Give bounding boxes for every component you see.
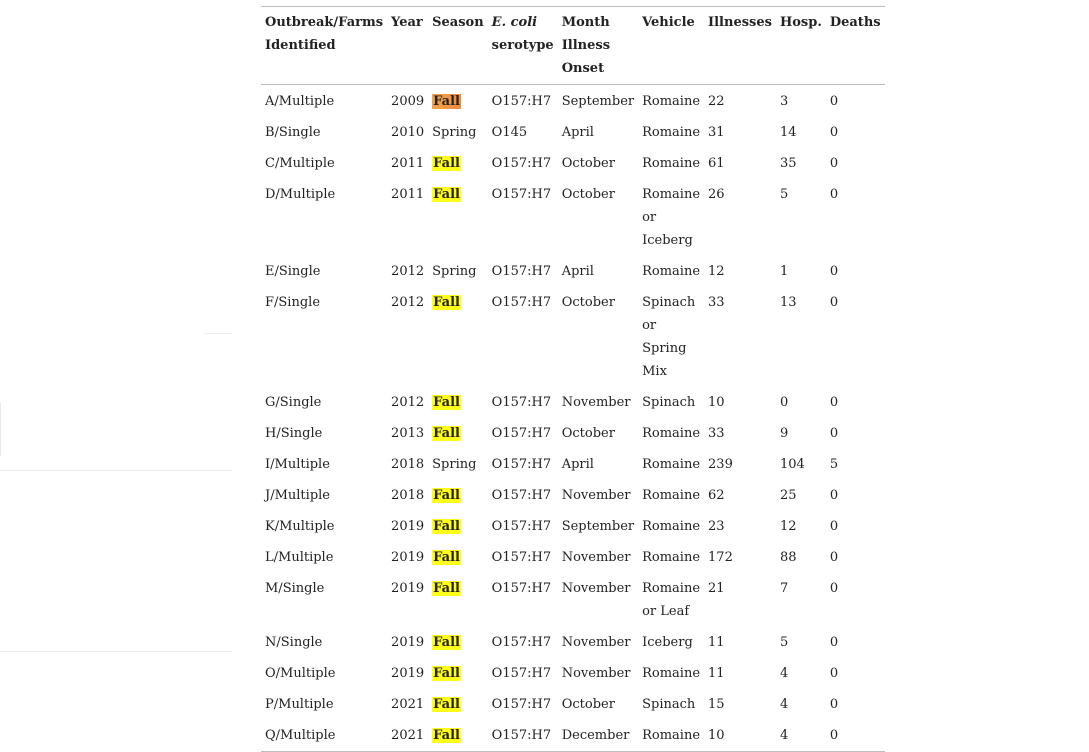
cell-outbreak: F/Single bbox=[265, 295, 321, 310]
cell-season bbox=[428, 179, 488, 256]
cell-hosp: 5 bbox=[779, 635, 789, 650]
season-fall-highlight: Fall bbox=[433, 550, 460, 565]
cell-year: 2012 bbox=[391, 395, 425, 410]
table-row bbox=[261, 117, 885, 148]
cell-outbreak: Q/Multiple bbox=[261, 720, 387, 752]
cell-deaths: 0 bbox=[829, 156, 839, 171]
cell-year: 2019 bbox=[391, 635, 425, 650]
cell-vehicle: Romaine bbox=[642, 666, 701, 681]
cell-hosp: 25 bbox=[779, 488, 797, 503]
cell-year: 2021 bbox=[387, 720, 428, 752]
cell-serotype: O157:H7 bbox=[491, 666, 552, 681]
cell-month: November bbox=[561, 488, 631, 503]
cell-hosp: 4 bbox=[779, 697, 789, 712]
cell-hosp: 4 bbox=[776, 720, 826, 752]
cell-outbreak: L/Multiple bbox=[265, 550, 334, 565]
cell-serotype: O157:H7 bbox=[491, 94, 552, 109]
cell-illnesses: 12 bbox=[708, 264, 725, 279]
cell-year: 2019 bbox=[391, 666, 425, 681]
cell-serotype: O157:H7 bbox=[491, 488, 552, 503]
cell-illnesses: 33 bbox=[708, 295, 725, 310]
header-serotype-rest: serotype bbox=[491, 38, 554, 53]
cell-outbreak: A/Multiple bbox=[265, 94, 335, 109]
cell-season bbox=[428, 511, 488, 542]
table-row bbox=[261, 85, 885, 118]
cell-hosp: 0 bbox=[779, 395, 789, 410]
table-row bbox=[261, 480, 885, 511]
cell-vehicle: Romaine bbox=[642, 264, 701, 279]
cell-deaths: 0 bbox=[829, 635, 839, 650]
cell-month: October bbox=[561, 295, 615, 310]
cell-year: 2018 bbox=[391, 488, 425, 503]
cell-serotype: O145 bbox=[491, 125, 528, 140]
cell-hosp: 14 bbox=[779, 125, 797, 140]
cell-illnesses: 61 bbox=[708, 156, 725, 171]
cell-vehicle: Romaine bbox=[642, 457, 701, 472]
season-fall-highlight: Fall bbox=[433, 581, 460, 596]
cell-illnesses: 23 bbox=[708, 519, 725, 534]
header-hosp: Hosp. bbox=[776, 7, 826, 85]
season-fall-highlight: Fall bbox=[433, 395, 460, 410]
cell-deaths: 5 bbox=[829, 457, 839, 472]
cell-season bbox=[428, 85, 488, 118]
season-fall-highlight: Fall bbox=[433, 728, 460, 743]
cell-outbreak: J/Multiple bbox=[265, 488, 330, 503]
cell-season bbox=[428, 387, 488, 418]
header-serotype bbox=[488, 7, 558, 85]
cell-vehicle: Romaine or Iceberg bbox=[642, 187, 701, 248]
cell-illnesses: 22 bbox=[708, 94, 725, 109]
cell-illnesses: 26 bbox=[708, 187, 725, 202]
cell-illnesses: 239 bbox=[708, 457, 733, 472]
table-row bbox=[261, 573, 885, 627]
cell-serotype: O157:H7 bbox=[491, 156, 552, 171]
cell-year: 2011 bbox=[391, 156, 425, 171]
season-fall-highlight: Fall bbox=[433, 635, 460, 650]
header-deaths: Deaths bbox=[826, 7, 885, 85]
season-fall-highlight: Fall bbox=[433, 666, 460, 681]
header-outbreak: Outbreak/Farms Identified bbox=[261, 7, 387, 85]
cell-outbreak: G/Single bbox=[265, 395, 322, 410]
cell-month: October bbox=[561, 187, 615, 202]
table-row bbox=[261, 658, 885, 689]
cell-outbreak: C/Multiple bbox=[265, 156, 335, 171]
left-vertical-divider bbox=[0, 402, 1, 456]
cell-illnesses: 172 bbox=[708, 550, 733, 565]
cell-season bbox=[428, 418, 488, 449]
cell-outbreak: O/Multiple bbox=[265, 666, 336, 681]
cell-month: December bbox=[558, 720, 638, 752]
cell-illnesses: 21 bbox=[708, 581, 725, 596]
cell-year: 2012 bbox=[391, 264, 425, 279]
cell-hosp: 7 bbox=[779, 581, 789, 596]
cell-vehicle: Spinach or Spring Mix bbox=[642, 295, 696, 379]
table-row bbox=[261, 449, 885, 480]
table-row bbox=[261, 179, 885, 256]
cell-illnesses: 10 bbox=[704, 720, 776, 752]
cell-vehicle: Romaine bbox=[642, 426, 701, 441]
cell-month: April bbox=[561, 264, 594, 279]
cell-deaths: 0 bbox=[829, 488, 839, 503]
cell-illnesses: 62 bbox=[708, 488, 725, 503]
cell-outbreak: B/Single bbox=[265, 125, 321, 140]
season-fall-highlight: Fall bbox=[433, 156, 460, 171]
cell-vehicle: Romaine bbox=[638, 720, 704, 752]
cell-hosp: 3 bbox=[779, 94, 789, 109]
cell-season bbox=[428, 449, 488, 480]
cell-hosp: 5 bbox=[779, 187, 789, 202]
cell-serotype: O157:H7 bbox=[491, 635, 552, 650]
cell-serotype: O157:H7 bbox=[491, 426, 552, 441]
cell-hosp: 35 bbox=[779, 156, 797, 171]
cell-year: 2012 bbox=[391, 295, 425, 310]
cell-illnesses: 33 bbox=[708, 426, 725, 441]
cell-hosp: 13 bbox=[779, 295, 797, 310]
cell-season bbox=[428, 573, 488, 627]
cell-season bbox=[428, 689, 488, 720]
cell-month: November bbox=[561, 550, 631, 565]
cell-outbreak: K/Multiple bbox=[265, 519, 335, 534]
header-month: Month Illness Onset bbox=[558, 7, 638, 85]
cell-deaths: 0 bbox=[829, 295, 839, 310]
cell-vehicle: Romaine bbox=[642, 519, 701, 534]
cell-year: 2019 bbox=[391, 550, 425, 565]
cell-month: April bbox=[561, 457, 594, 472]
header-vehicle: Vehicle bbox=[638, 7, 704, 85]
cell-deaths: 0 bbox=[829, 666, 839, 681]
cell-serotype: O157:H7 bbox=[491, 550, 552, 565]
cell-illnesses: 10 bbox=[708, 395, 725, 410]
cell-deaths: 0 bbox=[829, 581, 839, 596]
cell-vehicle: Romaine bbox=[642, 488, 701, 503]
cell-season bbox=[428, 287, 488, 387]
table-row bbox=[261, 720, 885, 752]
season-fall-highlight: Fall bbox=[433, 187, 460, 202]
cell-month: November bbox=[561, 581, 631, 596]
cell-vehicle: Spinach bbox=[642, 697, 696, 712]
cell-season bbox=[428, 658, 488, 689]
cell-serotype: O157:H7 bbox=[491, 187, 552, 202]
cell-deaths: 0 bbox=[829, 519, 839, 534]
cell-month: November bbox=[561, 395, 631, 410]
cell-season bbox=[428, 542, 488, 573]
cell-hosp: 4 bbox=[779, 666, 789, 681]
cell-vehicle: Romaine bbox=[642, 156, 701, 171]
header-season: Season bbox=[428, 7, 488, 85]
cell-vehicle: Romaine bbox=[642, 94, 701, 109]
cell-month: October bbox=[561, 697, 615, 712]
cell-outbreak: H/Single bbox=[265, 426, 323, 441]
cell-outbreak: I/Multiple bbox=[265, 457, 330, 472]
cell-serotype: O157:H7 bbox=[491, 457, 552, 472]
cell-month: October bbox=[561, 426, 615, 441]
cell-deaths: 0 bbox=[829, 697, 839, 712]
table-body bbox=[261, 85, 885, 752]
cell-outbreak: M/Single bbox=[265, 581, 325, 596]
cell-deaths: 0 bbox=[829, 426, 839, 441]
left-divider bbox=[0, 470, 232, 471]
cell-deaths: 0 bbox=[829, 550, 839, 565]
cell-hosp: 1 bbox=[779, 264, 789, 279]
cell-serotype: O157:H7 bbox=[491, 519, 552, 534]
cell-illnesses: 15 bbox=[708, 697, 725, 712]
cell-season bbox=[428, 627, 488, 658]
cell-month: October bbox=[561, 156, 615, 171]
cell-serotype: O157:H7 bbox=[491, 264, 552, 279]
table-row bbox=[261, 418, 885, 449]
table-row bbox=[261, 689, 885, 720]
cell-year: 2011 bbox=[391, 187, 425, 202]
cell-vehicle: Romaine bbox=[642, 550, 701, 565]
cell-outbreak: E/Single bbox=[265, 264, 321, 279]
season-fall-highlight: Fall bbox=[433, 295, 460, 310]
cell-serotype: O157:H7 bbox=[491, 581, 552, 596]
cell-year: 2019 bbox=[391, 519, 425, 534]
cell-illnesses: 11 bbox=[708, 635, 725, 650]
cell-outbreak: N/Single bbox=[265, 635, 323, 650]
cell-serotype: O157:H7 bbox=[491, 295, 552, 310]
cell-deaths: 0 bbox=[826, 720, 885, 752]
left-divider-short bbox=[205, 333, 232, 334]
header-year: Year bbox=[387, 7, 428, 85]
cell-month: November bbox=[561, 666, 631, 681]
cell-hosp: 9 bbox=[779, 426, 789, 441]
season-label: Spring bbox=[432, 125, 477, 140]
table-row bbox=[261, 148, 885, 179]
cell-year: 2019 bbox=[391, 581, 425, 596]
cell-vehicle: Spinach bbox=[642, 395, 696, 410]
cell-illnesses: 11 bbox=[708, 666, 725, 681]
cell-hosp: 12 bbox=[779, 519, 797, 534]
season-fall-highlight: Fall bbox=[433, 697, 460, 712]
season-fall-highlight: Fall bbox=[433, 519, 460, 534]
cell-outbreak: D/Multiple bbox=[265, 187, 336, 202]
cell-year: 2018 bbox=[391, 457, 425, 472]
cell-year: 2021 bbox=[391, 697, 425, 712]
cell-serotype: O157:H7 bbox=[491, 697, 552, 712]
cell-year: 2010 bbox=[391, 125, 425, 140]
table-row bbox=[261, 256, 885, 287]
cell-serotype: O157:H7 bbox=[491, 395, 552, 410]
cell-year: 2009 bbox=[391, 94, 425, 109]
cell-season bbox=[428, 117, 488, 148]
cell-deaths: 0 bbox=[829, 187, 839, 202]
table-row bbox=[261, 287, 885, 387]
header-illnesses: Illnesses bbox=[704, 7, 776, 85]
cell-illnesses: 31 bbox=[708, 125, 725, 140]
cell-season bbox=[428, 720, 488, 752]
cell-month: September bbox=[561, 94, 635, 109]
cell-year: 2013 bbox=[391, 426, 425, 441]
cell-deaths: 0 bbox=[829, 264, 839, 279]
cell-season bbox=[428, 148, 488, 179]
cell-hosp: 88 bbox=[779, 550, 797, 565]
season-fall-highlight: Fall bbox=[433, 426, 460, 441]
cell-deaths: 0 bbox=[829, 125, 839, 140]
cell-vehicle: Iceberg bbox=[642, 635, 693, 650]
season-fall-highlight: Fall bbox=[433, 488, 460, 503]
header-serotype-italic: E. coli bbox=[491, 15, 538, 30]
table-row bbox=[261, 511, 885, 542]
table-header-row bbox=[261, 7, 885, 85]
cell-outbreak: P/Multiple bbox=[265, 697, 334, 712]
cell-season bbox=[428, 256, 488, 287]
cell-month: November bbox=[561, 635, 631, 650]
season-fall-highlight: Fall bbox=[433, 94, 460, 109]
cell-hosp: 104 bbox=[779, 457, 805, 472]
season-label: Spring bbox=[432, 457, 477, 472]
cell-vehicle: Romaine bbox=[642, 125, 701, 140]
table-row bbox=[261, 542, 885, 573]
left-divider bbox=[0, 651, 232, 652]
cell-month: April bbox=[561, 125, 594, 140]
outbreak-table bbox=[261, 6, 885, 752]
cell-season bbox=[428, 480, 488, 511]
table-row bbox=[261, 627, 885, 658]
cell-deaths: 0 bbox=[829, 395, 839, 410]
cell-deaths: 0 bbox=[829, 94, 839, 109]
season-label: Spring bbox=[432, 264, 477, 279]
table-row bbox=[261, 387, 885, 418]
cell-serotype: O157:H7 bbox=[488, 720, 558, 752]
cell-vehicle: Romaine or Leaf bbox=[642, 581, 701, 619]
cell-month: September bbox=[561, 519, 635, 534]
